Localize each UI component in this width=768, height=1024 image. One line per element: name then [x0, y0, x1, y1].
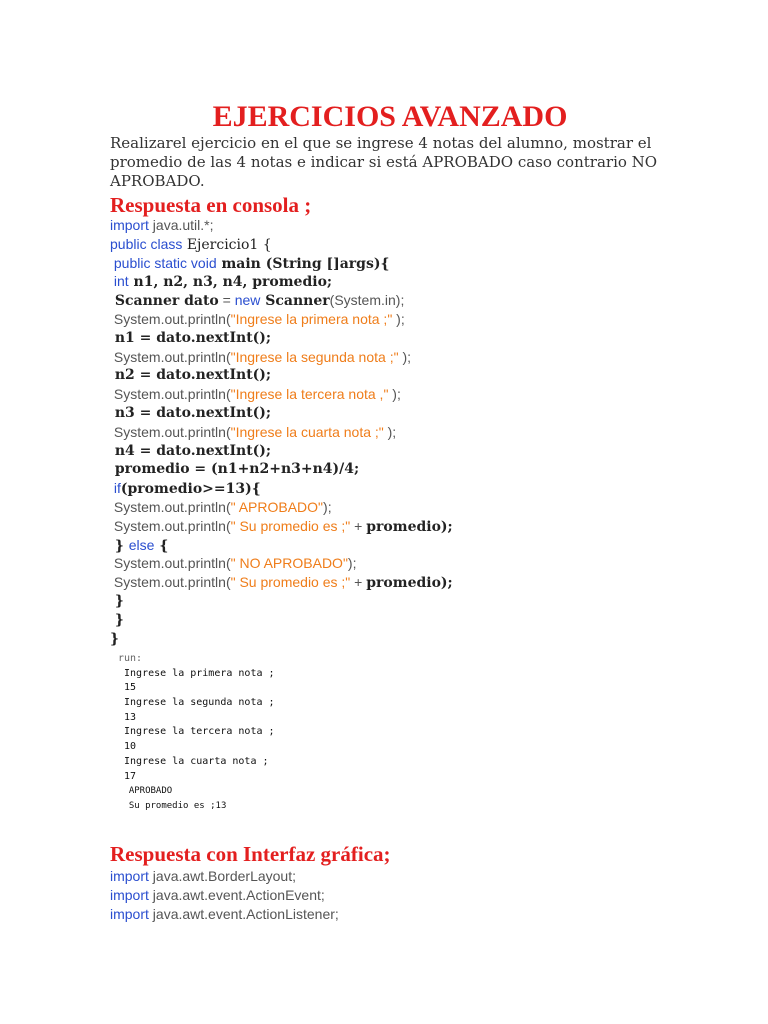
code-line [110, 404, 670, 423]
code-line [110, 867, 670, 886]
console-line: 13 [118, 711, 137, 723]
code-token: import [110, 217, 149, 233]
code-token: System.out.println( [110, 310, 231, 327]
code-token: "Ingrese la primera nota ;" [230, 310, 393, 327]
section-heading-console: Respuesta en consola ; [110, 193, 312, 217]
code-token: int [110, 273, 129, 290]
console-line: 15 [118, 682, 137, 694]
console-line: Ingrese la segunda nota ; [118, 697, 275, 709]
code-line [110, 329, 670, 348]
console-run-label: run: [118, 653, 143, 664]
code-token: n1 = dato.nextInt(); [110, 329, 272, 346]
code-token: java.awt.BorderLayout; [148, 868, 296, 884]
code-line [110, 536, 670, 555]
code-token: import [110, 905, 149, 922]
code-token: = [218, 292, 235, 309]
console-line: Su promedio es ;13 [118, 800, 227, 811]
code-token: n2 = dato.nextInt(); [110, 367, 272, 384]
console-code-block [110, 216, 670, 648]
code-line [110, 886, 670, 905]
code-token: ); [383, 423, 397, 440]
code-line [110, 235, 670, 254]
code-line [110, 310, 670, 329]
section-heading-gui: Respuesta con Interfaz gráfica; [110, 842, 391, 866]
code-line [110, 216, 670, 235]
code-token: "Ingrese la segunda nota ;" [230, 348, 399, 365]
code-line [110, 272, 670, 291]
code-line [110, 366, 670, 385]
code-token: + [350, 517, 367, 534]
code-token: " Su promedio es ;" [230, 574, 351, 591]
code-token: ); [388, 386, 401, 403]
code-token: Scanner [260, 293, 330, 310]
code-line [110, 385, 670, 404]
code-token: ); [392, 310, 405, 327]
code-token: System.out.println( [110, 574, 231, 591]
code-token: (System.in); [329, 292, 405, 309]
code-line [110, 254, 670, 273]
console-line: Ingrese la primera nota ; [118, 667, 275, 679]
code-token: " NO APROBADO" [230, 555, 348, 572]
code-line [110, 291, 670, 310]
code-token: main (String []args){ [216, 255, 390, 272]
code-token: public class [110, 235, 183, 252]
code-token: promedio = (n1+n2+n3+n4)/4; [110, 461, 360, 478]
console-line: Ingrese la cuarta nota ; [118, 755, 269, 767]
code-token: " Su promedio es ;" [230, 517, 351, 534]
code-token: (promedio>=13){ [120, 481, 261, 498]
code-token: promedio); [366, 518, 453, 535]
exercise-description: Realizarel ejercicio en el que se ingrese 4 notas del alumno, mostrar el promedio de las 4 notas e indicar si está APROBADO caso contrario NO APROBADO. [110, 134, 658, 190]
code-token: "Ingrese la cuarta nota ;" [230, 423, 384, 440]
code-line [110, 479, 670, 498]
code-line [110, 498, 670, 517]
code-line [110, 630, 670, 649]
code-line [110, 611, 670, 630]
code-line [110, 348, 670, 367]
console-line: Ingrese la tercera nota ; [118, 726, 275, 738]
code-line [110, 592, 670, 611]
code-line [110, 423, 670, 442]
code-token: new [234, 292, 261, 309]
code-token: import [110, 868, 149, 884]
code-token: System.out.println( [110, 348, 231, 365]
code-token: n4 = dato.nextInt(); [110, 442, 272, 459]
code-token: java.util.*; [148, 217, 214, 233]
code-token: } [110, 611, 124, 628]
code-token: System.out.println( [110, 423, 231, 440]
code-token: { [154, 537, 169, 554]
code-token: Ejercicio1 { [182, 236, 272, 253]
code-line [110, 554, 670, 573]
code-token: System.out.println( [110, 517, 231, 534]
gui-code-block [110, 867, 670, 923]
code-token: } [110, 537, 129, 554]
code-token: " APROBADO" [230, 498, 324, 515]
code-token: System.out.println( [110, 386, 231, 403]
code-token: ); [323, 498, 332, 515]
code-token: ); [398, 348, 412, 365]
console-line: 17 [118, 770, 137, 782]
code-token: System.out.println( [110, 498, 231, 515]
console-line: APROBADO [118, 786, 173, 797]
code-line [110, 442, 670, 461]
page-title: EJERCICIOS AVANZADO [212, 100, 568, 133]
code-token: public static void [110, 254, 217, 271]
code-line [110, 460, 670, 479]
code-token: + [350, 574, 367, 591]
code-token: n3 = dato.nextInt(); [110, 404, 272, 421]
console-output [118, 652, 418, 814]
code-token: java.awt.event.ActionEvent; [148, 886, 325, 903]
code-token: if [110, 480, 121, 497]
code-token: "Ingrese la tercera nota ," [230, 386, 389, 403]
code-token: System.out.println( [110, 555, 231, 572]
code-token: java.awt.event.ActionListener; [148, 905, 339, 922]
code-token: else [128, 536, 155, 553]
code-line [110, 517, 670, 536]
code-token: } [110, 592, 124, 609]
code-line [110, 573, 670, 592]
code-token: n1, n2, n3, n4, promedio; [128, 274, 333, 291]
code-line [110, 905, 670, 924]
code-token: import [110, 886, 149, 903]
console-line: 10 [118, 741, 137, 753]
code-token: Scanner dato [110, 293, 219, 310]
code-token: ); [347, 555, 357, 572]
code-token: promedio); [366, 575, 453, 592]
code-token: } [110, 630, 120, 647]
